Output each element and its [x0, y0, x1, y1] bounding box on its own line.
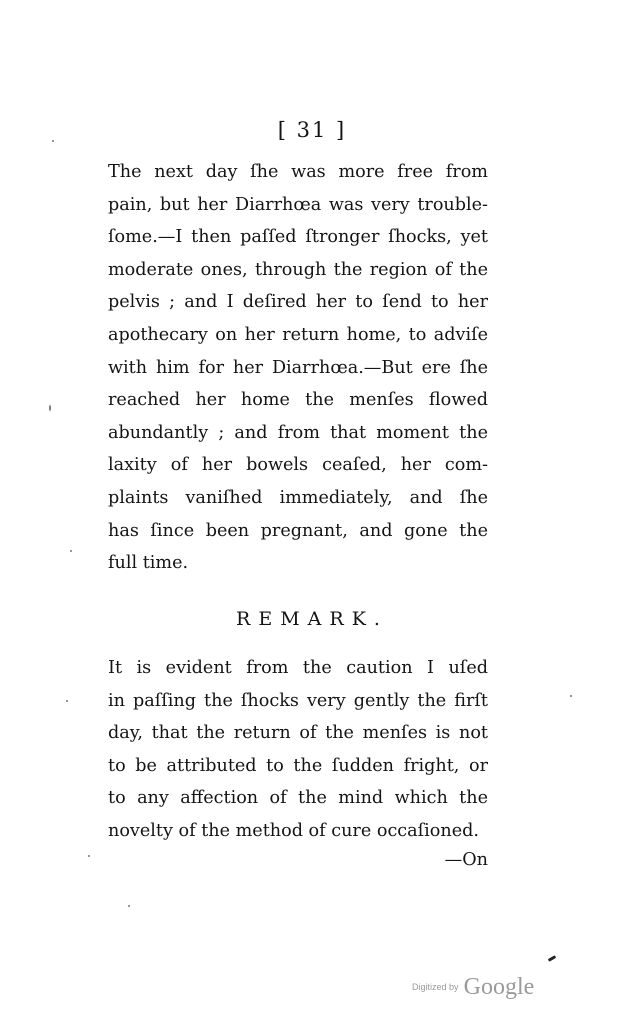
scan-speck	[49, 405, 51, 411]
scan-speck	[66, 700, 68, 702]
scan-speck	[128, 905, 130, 907]
text-line: abundantly ; and from that moment the	[108, 422, 488, 443]
text-line: The next day ſhe was more free from	[108, 162, 488, 182]
remark-paragraph	[108, 652, 488, 848]
text-line: with him for her Diarrhœa.—But ere ſhe	[108, 357, 488, 378]
body-paragraph	[108, 156, 488, 580]
text-line: day, that the return of the menſes is not	[108, 723, 488, 744]
scan-speck	[570, 695, 572, 697]
scan-speck	[548, 955, 556, 962]
text-line: laxity of her bowels ceaſed, her com-	[108, 455, 488, 476]
text-line: to any affection of the mind which the	[108, 788, 488, 809]
scan-speck	[52, 140, 54, 142]
scan-speck	[88, 855, 90, 857]
page-number: [ 31 ]	[277, 118, 347, 142]
text-line: apothecary on her return home, to adviſe	[108, 324, 488, 345]
text-line: reached her home the menſes flowed	[108, 390, 488, 411]
watermark-prefix: Digitized by	[412, 982, 459, 992]
google-logo: Google	[463, 974, 535, 1000]
text-line: moderate ones, through the region of the	[108, 259, 488, 280]
text-line: in paſſing the ſhocks very gently the firſt	[108, 690, 488, 711]
digitized-by-google-watermark	[412, 974, 534, 1001]
text-line: It is evident from the caution I uſed	[108, 658, 488, 678]
remark-heading: REMARK.	[236, 608, 388, 630]
text-line: novelty of the method of cure occaſioned.	[108, 820, 479, 841]
text-line: pelvis ; and I deſired her to ſend to her	[108, 292, 488, 313]
scan-speck	[70, 550, 72, 552]
text-line: has ſince been pregnant, and gone the	[108, 520, 488, 541]
text-line: to be attributed to the ſudden fright, or	[108, 755, 488, 776]
text-line: plaints vaniſhed immediately, and ſhe	[108, 487, 488, 508]
text-line: pain, but her Diarrhœa was very trouble-	[108, 194, 488, 215]
text-line: full time.	[108, 553, 189, 574]
catchword: —On	[444, 850, 488, 870]
text-line: ſome.—I then paſſed ſtronger ſhocks, yet	[108, 227, 488, 248]
